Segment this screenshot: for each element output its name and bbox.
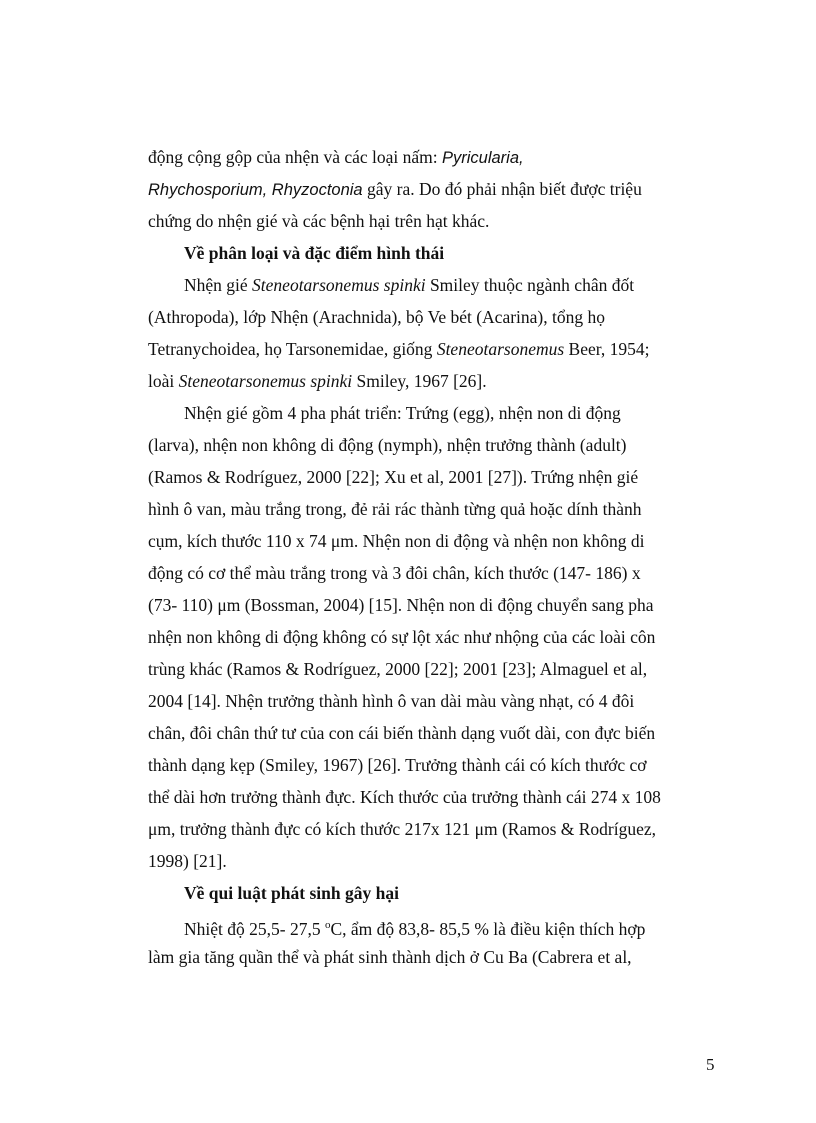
text-line — [148, 178, 642, 201]
text-line — [184, 402, 621, 424]
text-line — [184, 274, 634, 296]
text-span: thể dài hơn trưởng thành đực. Kích thước của trưởng thành cái 274 x 108 — [148, 787, 661, 807]
text-line — [184, 882, 399, 904]
text-line — [148, 370, 487, 392]
text-line — [148, 210, 489, 232]
text-span: o — [324, 919, 331, 931]
text-line — [184, 242, 444, 264]
text-line — [184, 914, 645, 940]
text-span: chân, đôi chân thứ tư của con cái biến thành dạng vuốt dài, con đực biến — [148, 723, 656, 743]
italic-term: Steneotarsonemus spinki — [252, 275, 426, 295]
text-span: (Ramos & Rodríguez, 2000 [22]; Xu et al, 2001 [27]). Trứng nhện gié — [148, 467, 639, 487]
text-line — [148, 338, 650, 360]
text-span: Beer, 1954; — [564, 339, 650, 359]
text-span: cụm, kích thước 110 x 74 μm. Nhện non di động và nhện non không di — [148, 531, 645, 551]
text-span: 1998) [21]. — [148, 851, 227, 871]
text-line — [148, 690, 634, 712]
text-line — [148, 658, 647, 680]
text-span: Smiley, 1967 [26]. — [352, 371, 487, 391]
text-line — [148, 594, 653, 616]
text-span: động cộng gộp của nhện và các loại nấm: — [148, 147, 442, 167]
italic-term: Pyricularia, — [442, 149, 524, 167]
text-span: Nhện gié — [184, 275, 253, 295]
text-span: trùng khác (Ramos & Rodríguez, 2000 [22]; 2001 [23]; Almaguel et al, — [148, 659, 648, 679]
text-span: (Athropoda), lớp Nhện (Arachnida), bộ Ve bét (Acarina), tổng họ — [148, 307, 605, 327]
text-line — [148, 434, 627, 456]
text-span: Nhiệt độ 25,5- 27,5 — [184, 918, 325, 939]
text-line — [148, 754, 647, 776]
text-line — [148, 626, 655, 648]
text-span: (larva), nhện non không di động (nymph), nhện trưởng thành (adult) — [148, 435, 627, 455]
text-line — [148, 498, 642, 520]
page-number: 5 — [706, 1055, 715, 1074]
text-line — [148, 146, 524, 169]
text-span: làm gia tăng quần thể và phát sinh thành dịch ở Cu Ba (Cabrera et al, — [148, 947, 632, 967]
text-span: gây ra. Do đó phải nhận biết được triệu — [362, 179, 642, 199]
text-span: hình ô van, màu trắng trong, đẻ rải rác thành từng quả hoặc dính thành — [148, 499, 642, 519]
italic-term: Steneotarsonemus — [436, 339, 565, 359]
text-span: loài — [148, 371, 179, 391]
text-span: 2004 [14]. Nhện trưởng thành hình ô van dài màu vàng nhạt, có 4 đôi — [148, 691, 635, 711]
text-line — [148, 306, 605, 328]
text-span: Tetranychoidea, họ Tarsonemidae, giống — [148, 339, 437, 359]
text-line — [148, 466, 638, 488]
text-line — [148, 786, 661, 808]
text-span: động có cơ thể màu trắng trong và 3 đôi chân, kích thước (147- 186) x — [148, 563, 641, 583]
text-line — [148, 562, 641, 584]
text-line — [148, 946, 632, 968]
text-span: Nhện gié gồm 4 pha phát triển: Trứng (egg), nhện non di động — [184, 403, 621, 423]
text-span: C, ẩm độ 83,8- 85,5 % là điều kiện thích hợp — [330, 918, 646, 939]
text-span: nhện non không di động không có sự lột xác như nhộng của các loài côn — [148, 627, 656, 647]
text-span: chứng do nhện gié và các bệnh hại trên hạt khác. — [148, 211, 490, 231]
italic-term: Steneotarsonemus spinki — [178, 371, 353, 391]
text-span: Smiley thuộc ngành chân đốt — [425, 275, 635, 295]
text-span: (73- 110) μm (Bossman, 2004) [15]. Nhện non di động chuyển sang pha — [148, 595, 654, 615]
italic-term: Rhychosporium, Rhyzoctonia — [148, 181, 363, 199]
text-line — [148, 530, 645, 552]
text-span: thành dạng kẹp (Smiley, 1967) [26]. Trưởng thành cái có kích thước cơ — [148, 755, 647, 775]
section-heading: Về qui luật phát sinh gây hại — [184, 883, 399, 903]
section-heading: Về phân loại và đặc điểm hình thái — [184, 243, 445, 263]
text-span: μm, trưởng thành đực có kích thước 217x 121 μm (Ramos & Rodríguez, — [148, 819, 657, 839]
text-line — [148, 850, 227, 872]
text-line — [148, 818, 656, 840]
text-line — [148, 722, 655, 744]
